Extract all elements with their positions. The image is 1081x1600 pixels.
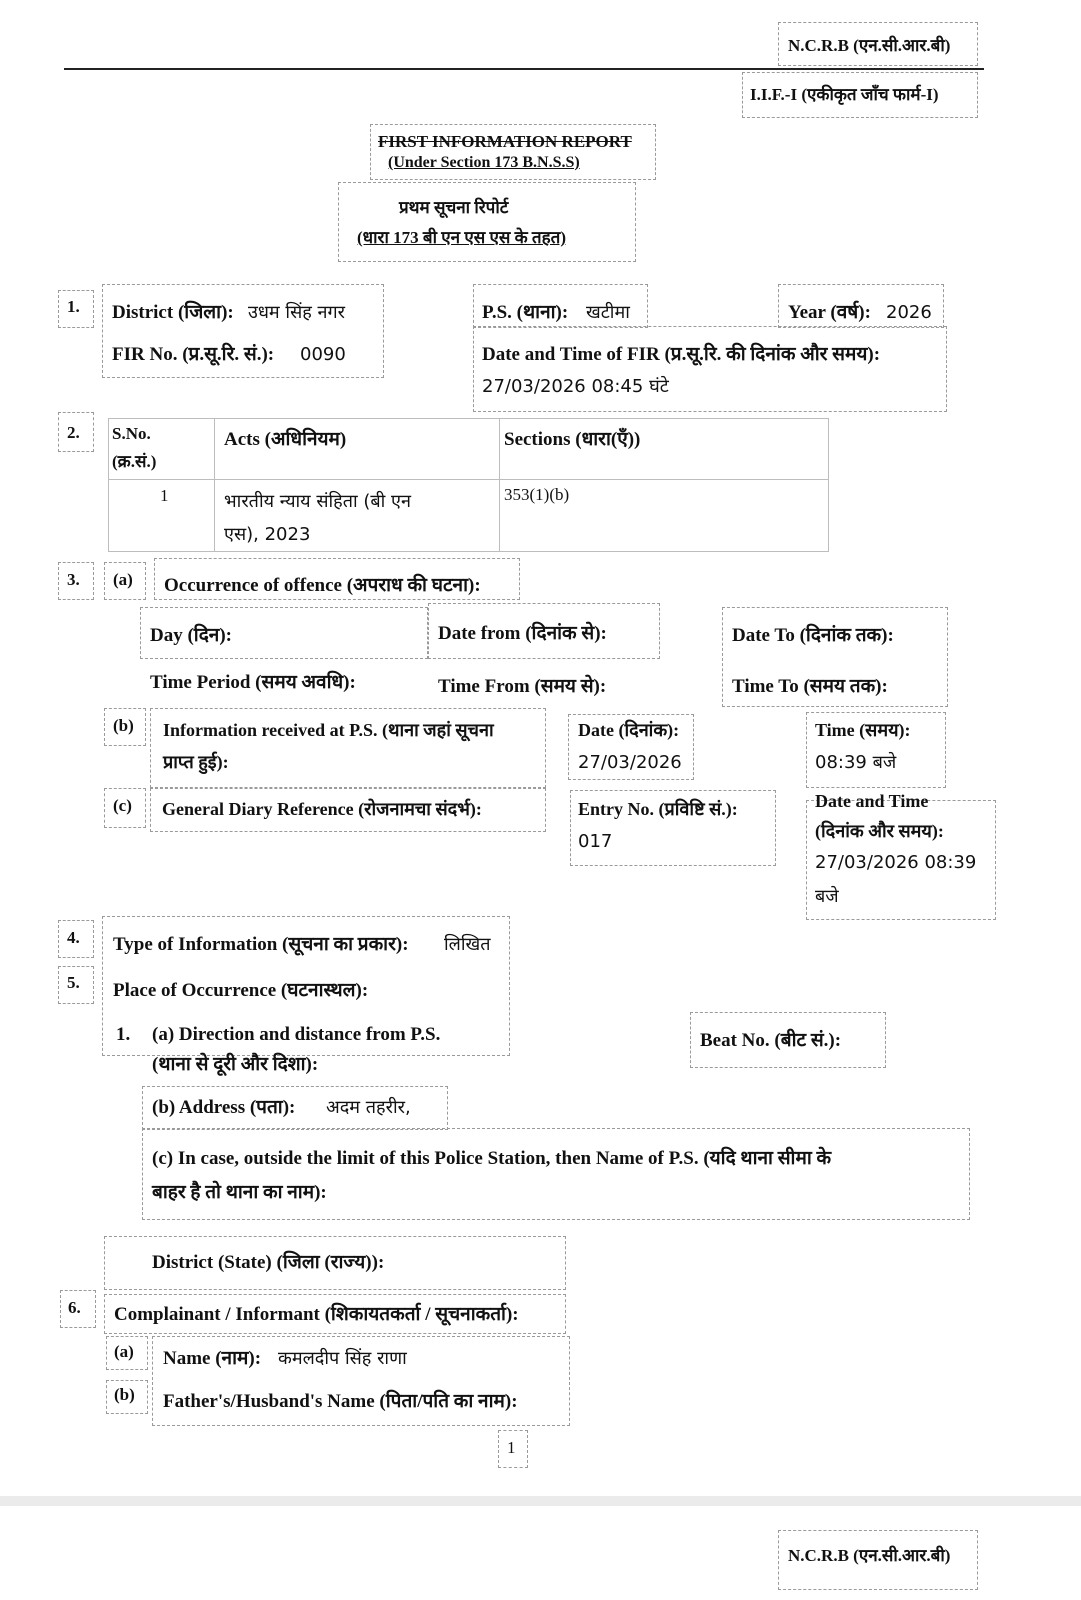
type-of-info-value: लिखित — [444, 934, 491, 955]
s1-datetime-box — [473, 326, 947, 412]
title-en: FIRST INFORMATION REPORT — [378, 132, 632, 151]
ps-label: P.S. (थाना): — [482, 302, 569, 323]
year-value: 2026 — [886, 302, 932, 323]
date-from-label: Date from (दिनांक से): — [438, 623, 607, 644]
district-label: District (जिला): — [112, 302, 234, 323]
acts-table-row-divider — [108, 479, 829, 480]
page-number: 1 — [507, 1438, 516, 1457]
gd-datetime-value-1: 27/03/2026 08:39 — [815, 852, 977, 873]
fir-no-label: FIR No. (प्र.सू.रि. सं.): — [112, 344, 275, 365]
time-from-label: Time From (समय से): — [438, 676, 607, 697]
date-received-label: Date (दिनांक): — [578, 720, 680, 740]
sno-header-1: S.No. — [112, 424, 151, 443]
sno-header-2: (क्र.सं.) — [112, 452, 157, 471]
s3b-label: (b) — [113, 716, 134, 735]
page-separator — [0, 1496, 1081, 1506]
time-received-value: 08:39 बजे — [815, 752, 897, 773]
s6-number: 6. — [68, 1298, 81, 1317]
outside-ps-box — [142, 1128, 970, 1220]
complainant-name-value: कमलदीप सिंह राणा — [278, 1348, 407, 1369]
s6b-label: (b) — [114, 1385, 135, 1404]
sections-header: Sections (धारा(एँ)) — [504, 429, 641, 450]
next-page-ncrb-label: N.C.R.B (एन.सी.आर.बी) — [788, 1546, 951, 1565]
outside-ps-line2: बाहर है तो थाना का नाम): — [152, 1182, 327, 1203]
info-received-line2: प्राप्त हुई): — [163, 752, 229, 772]
address-label: (b) Address (पता): — [152, 1097, 296, 1118]
s5-sub-number: 1. — [116, 1024, 131, 1045]
address-value: अदम तहरीर, — [326, 1097, 411, 1118]
father-name-label: Father's/Husband's Name (पिता/पति का नाम): — [163, 1391, 518, 1412]
acts-table-col1 — [214, 418, 215, 552]
year-label: Year (वर्ष): — [788, 302, 871, 323]
day-label: Day (दिन): — [150, 625, 233, 646]
direction-line1: (a) Direction and distance from P.S. — [152, 1024, 441, 1045]
gd-label: General Diary Reference (रोजनामचा संदर्भ): — [162, 799, 482, 819]
ps-value: खटीमा — [586, 302, 630, 323]
time-received-label: Time (समय): — [815, 720, 911, 740]
row-act-line2: एस), 2023 — [224, 524, 311, 545]
gd-datetime-label-1: Date and Time — [815, 791, 929, 811]
date-to-label: Date To (दिनांक तक): — [732, 625, 894, 646]
gd-datetime-value-2: बजे — [815, 886, 839, 907]
header-rule — [64, 68, 984, 70]
acts-header: Acts (अधिनियम) — [224, 429, 347, 450]
acts-table-col2 — [499, 418, 500, 552]
fir-datetime-value: 27/03/2026 08:45 घंटे — [482, 376, 669, 397]
entry-value: 017 — [578, 831, 613, 852]
subtitle-en: (Under Section 173 B.N.S.S) — [388, 154, 580, 171]
subtitle-hi: (धारा 173 बी एन एस एस के तहत) — [357, 228, 566, 247]
s5-number: 5. — [67, 973, 80, 992]
complainant-label: Complainant / Informant (शिकायतकर्ता / सूचनाकर्ता): — [114, 1304, 519, 1325]
s2-number: 2. — [67, 423, 80, 442]
row-sno: 1 — [160, 486, 169, 505]
s1-number: 1. — [67, 297, 80, 316]
row-sections: 353(1)(b) — [504, 485, 570, 504]
ncrb-label: N.C.R.B (एन.सी.आर.बी) — [788, 36, 951, 55]
s4-number: 4. — [67, 928, 80, 947]
direction-line2: (थाना से दूरी और दिशा): — [152, 1054, 319, 1075]
s6a-label: (a) — [114, 1342, 134, 1361]
place-of-occurrence-label: Place of Occurrence (घटनास्थल): — [113, 980, 369, 1001]
district-value: उधम सिंह नगर — [248, 302, 346, 323]
date-received-value: 27/03/2026 — [578, 752, 682, 773]
gd-datetime-label-2: (दिनांक और समय): — [815, 821, 944, 841]
entry-label: Entry No. (प्रविष्टि सं.): — [578, 799, 738, 819]
time-period-label: Time Period (समय अवधि): — [150, 672, 356, 693]
s3c-label: (c) — [113, 796, 132, 815]
fir-no-value: 0090 — [300, 344, 346, 365]
type-of-info-label: Type of Information (सूचना का प्रकार): — [113, 934, 409, 955]
s3a-label: (a) — [113, 570, 133, 589]
complainant-name-label: Name (नाम): — [163, 1348, 262, 1369]
time-to-label: Time To (समय तक): — [732, 676, 888, 697]
row-act-line1: भारतीय न्याय संहिता (बी एन — [224, 491, 411, 512]
occurrence-label: Occurrence of offence (अपराध की घटना): — [164, 575, 481, 596]
beat-label: Beat No. (बीट सं.): — [700, 1030, 842, 1051]
outside-ps-line1: (c) In case, outside the limit of this Police Station, then Name of P.S. (यदि थाना सीमा के — [152, 1148, 832, 1169]
title-hi: प्रथम सूचना रिपोर्ट — [399, 198, 509, 217]
iif-form-label: I.I.F.-I (एकीकृत जाँच फार्म-I) — [750, 85, 939, 104]
info-received-line1: Information received at P.S. (थाना जहां सूचना — [163, 720, 494, 740]
fir-datetime-label: Date and Time of FIR (प्र.सू.रि. की दिनांक और समय): — [482, 344, 881, 365]
title-hi-box — [338, 182, 636, 262]
acts-table — [108, 418, 829, 552]
s3-number: 3. — [67, 570, 80, 589]
district-state-label: District (State) (जिला (राज्य)): — [152, 1252, 385, 1273]
